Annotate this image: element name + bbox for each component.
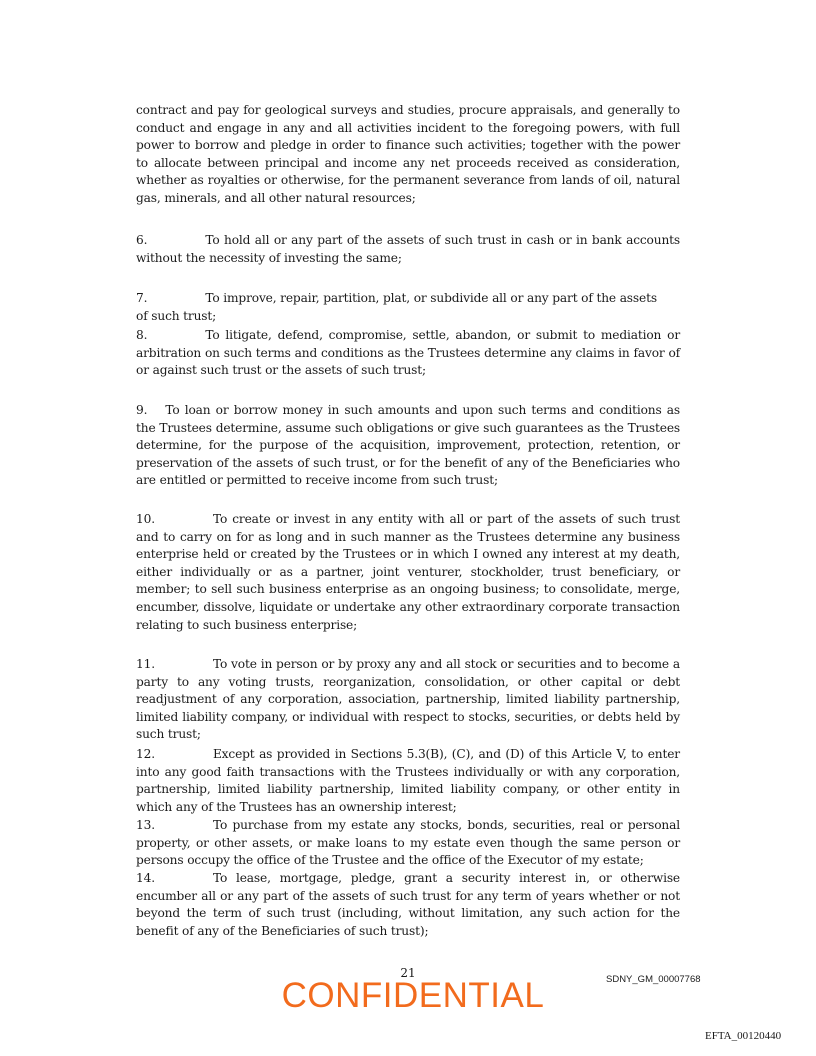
paragraph-number: 9. bbox=[136, 403, 148, 417]
paragraph-intro: contract and pay for geological surveys and studies, procure appraisals, and generally to conduct and engage in any and all activities incident to the foregoing powers, with full power to borrow and pledge in order to finance such activities; together with the power to allocate between principal and income any net proceeds received as consideration, whether as royalties or otherwise, for the permanent severance from lands of oil, natural gas, minerals, and all other natural resources; bbox=[136, 103, 680, 205]
paragraph-number: 10. bbox=[136, 512, 155, 526]
paragraph-9 bbox=[136, 402, 680, 490]
paragraph-14 bbox=[136, 870, 680, 940]
paragraph-number: 11. bbox=[136, 657, 155, 671]
paragraph-text: To create or invest in any entity with all or part of the assets of such trust and to carry on for as long and in such manner as the Trustees determine any business enterprise held or created by the Trustees or in which I owned any interest at my death, either individually or as a partner, joint venturer, stockholder, trust beneficiary, or member; to sell such business enterprise as an ongoing business; to consolidate, merge, encumber, dissolve, liquidate or undertake any other extraordinary corporate transaction relating to such business enterprise; bbox=[136, 512, 680, 632]
paragraph-text: To hold all or any part of the assets of such trust in cash or in bank accounts without the necessity of investing the same; bbox=[136, 233, 680, 265]
paragraph-text-continued: of such trust; bbox=[136, 308, 217, 323]
paragraph-12 bbox=[136, 746, 680, 816]
page-number: 21 bbox=[400, 966, 416, 980]
confidential-stamp: CONFIDENTIAL bbox=[281, 976, 545, 1015]
paragraph-text: To litigate, defend, compromise, settle, abandon, or submit to mediation or arbitration on such terms and conditions as the Trustees determine any claims in favor of or against such trust or the assets of such trust; bbox=[136, 328, 680, 378]
paragraph-11 bbox=[136, 656, 680, 744]
paragraph-8 bbox=[136, 327, 680, 380]
paragraph-text: To vote in person or by proxy any and all stock or securities and to become a party to any voting trusts, reorganization, consolidation, or other capital or debt readjustment of any corporation, association, partnership, limited liability partnership, limited liability company, or individual with respect to stocks, securities, or debts held by such trust; bbox=[136, 657, 680, 742]
paragraph-6 bbox=[136, 232, 680, 267]
paragraph-number: 6. bbox=[136, 233, 148, 247]
paragraph-number: 8. bbox=[136, 328, 148, 342]
paragraph-13 bbox=[136, 817, 680, 870]
efta-identifier: EFTA_00120440 bbox=[705, 1030, 782, 1042]
paragraph-text: To loan or borrow money in such amounts and upon such terms and conditions as the Trustees determine, assume such obligations or give such guarantees as the Trustees determine, for the purpose of the acquisition, improvement, protection, retention, or preservation of the assets of such trust, or for the benefit of any of the Beneficiaries who are entitled or permitted to receive income from such trust; bbox=[136, 403, 680, 488]
paragraph-number: 7. bbox=[136, 291, 148, 305]
paragraph-text: Except as provided in Sections 5.3(B), (C), and (D) of this Article V, to enter into any good faith transactions with the Trustees individually or with any corporation, partnership, limited liability partnership, limited liability company, or other entity in which any of the Trustees has an ownership interest; bbox=[136, 747, 680, 814]
paragraph-text: To improve, repair, partition, plat, or subdivide all or any part of the assets bbox=[205, 291, 657, 305]
paragraph-text: To purchase from my estate any stocks, bonds, securities, real or personal property, or other assets, or make loans to my estate even though the same person or persons occupy the office of the Trustee and the office of the Executor of my estate; bbox=[136, 818, 680, 868]
paragraph-text: To lease, mortgage, pledge, grant a security interest in, or otherwise encumber all or any part of the assets of such trust for any term of years whether or not beyond the term of such trust (including, without limitation, any such action for the benefit of any of the Beneficiaries of such trust); bbox=[136, 871, 680, 938]
paragraph-number: 13. bbox=[136, 818, 155, 832]
paragraph-number: 12. bbox=[136, 747, 155, 761]
bates-number: SDNY_GM_00007768 bbox=[606, 974, 701, 985]
paragraph-7 bbox=[136, 290, 680, 325]
paragraph-10 bbox=[136, 511, 680, 634]
paragraph-number: 14. bbox=[136, 871, 155, 885]
